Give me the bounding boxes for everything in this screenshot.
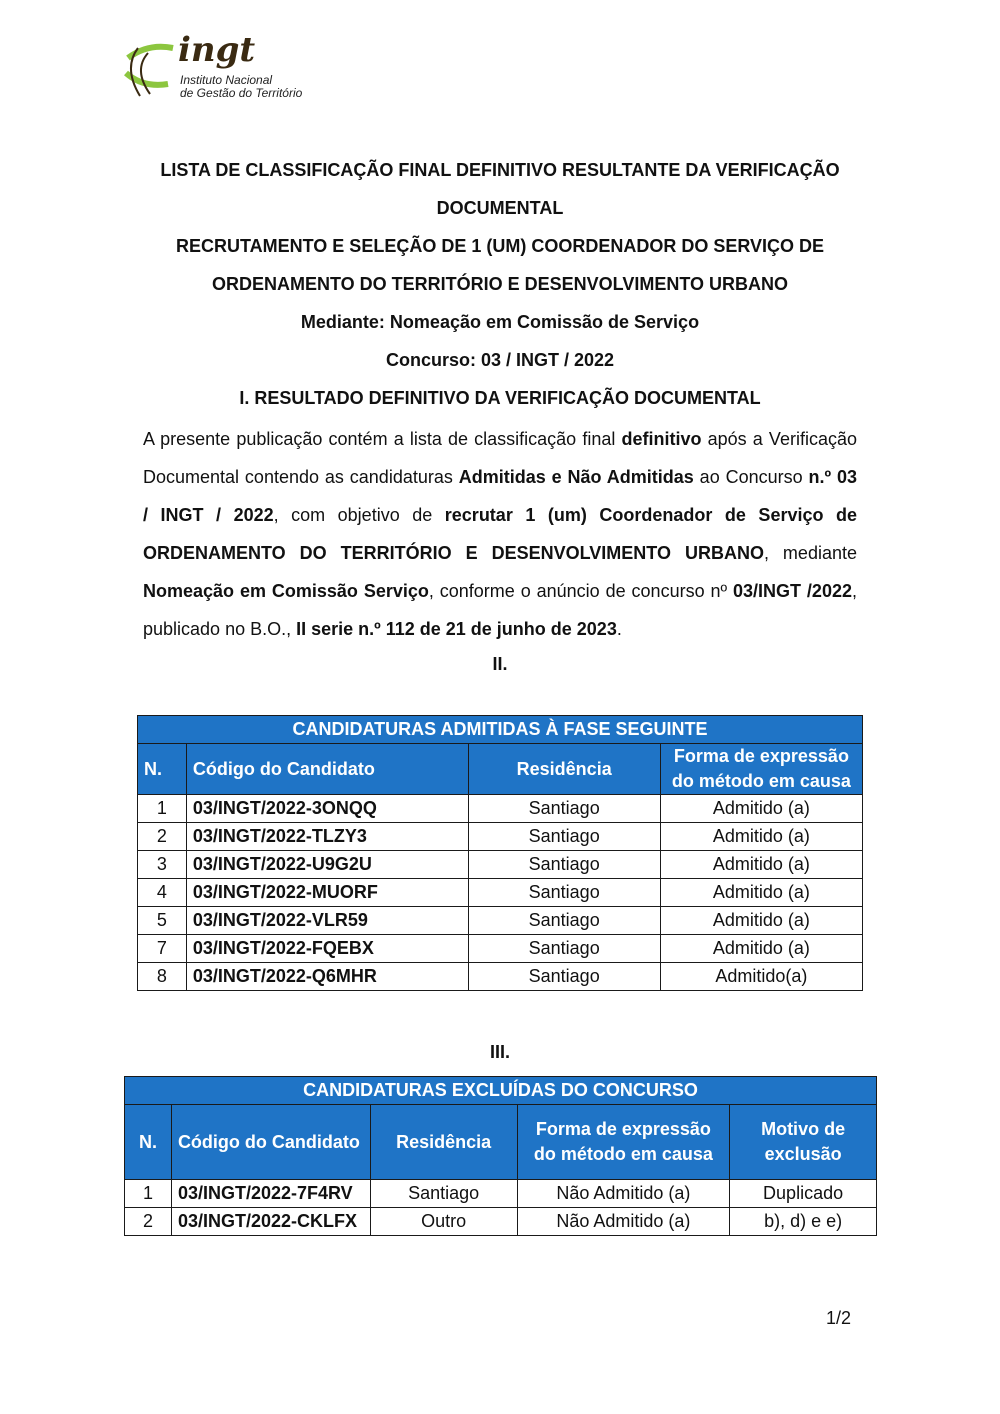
intro-text: ao Concurso <box>693 467 809 487</box>
institute-logo <box>118 18 348 108</box>
document-subtitle-line1: RECRUTAMENTO E SELEÇÃO DE 1 (UM) COORDENADOR DO SERVIÇO DE <box>175 236 825 256</box>
intro-bold: Admitidas e Não Admitidas <box>458 467 694 487</box>
intro-paragraph <box>143 420 857 648</box>
cell-method: Admitido (a) <box>660 879 862 907</box>
cell-reason: b), d) e e) <box>730 1208 877 1236</box>
cell-code: 03/INGT/2022-MUORF <box>186 879 468 907</box>
cell-number: 7 <box>138 935 187 963</box>
column-header-method: Forma de expressão do método em causa <box>517 1105 730 1180</box>
cell-code: 03/INGT/2022-CKLFX <box>171 1208 370 1236</box>
document-title-line1: LISTA DE CLASSIFICAÇÃO FINAL DEFINITIVO RESULTANTE DA VERIFICAÇÃO <box>160 160 840 180</box>
document-subtitle-line2: ORDENAMENTO DO TERRITÓRIO E DESENVOLVIMENTO URBANO <box>211 274 789 294</box>
cell-method: Admitido (a) <box>660 907 862 935</box>
column-header-residence: Residência <box>468 744 660 795</box>
cell-number: 2 <box>138 823 187 851</box>
intro-bold: definitivo <box>621 429 702 449</box>
cell-method: Não Admitido (a) <box>517 1180 730 1208</box>
cell-residence: Santiago <box>468 795 660 823</box>
cell-code: 03/INGT/2022-Q6MHR <box>186 963 468 991</box>
cell-method: Admitido (a) <box>660 795 862 823</box>
cell-method: Admitido (a) <box>660 935 862 963</box>
cell-number: 5 <box>138 907 187 935</box>
cell-residence: Outro <box>370 1208 517 1236</box>
table-row <box>125 1180 877 1208</box>
excluded-candidates-table <box>124 1076 877 1236</box>
logo-caption-line1: Instituto Nacional <box>180 73 273 87</box>
cell-residence: Santiago <box>468 879 660 907</box>
excluded-table-title: CANDIDATURAS EXCLUÍDAS DO CONCURSO <box>125 1077 877 1105</box>
column-header-number: N. <box>138 744 187 795</box>
table-row <box>125 1208 877 1236</box>
cell-method: Não Admitido (a) <box>517 1208 730 1236</box>
intro-text: , publicado no B.O., <box>143 581 857 639</box>
section-3-label: III. <box>489 1042 510 1062</box>
cell-residence: Santiago <box>468 823 660 851</box>
cell-method: Admitido (a) <box>660 851 862 879</box>
cell-residence: Santiago <box>468 851 660 879</box>
section-1-title: I. RESULTADO DEFINITIVO DA VERIFICAÇÃO DOCUMENTAL <box>239 388 761 408</box>
intro-bold: n.º 03 / INGT / 2022 <box>143 467 858 525</box>
intro-text: , com objetivo de <box>273 505 445 525</box>
cell-number: 8 <box>138 963 187 991</box>
table-row <box>138 935 863 963</box>
appointment-mode: Mediante: Nomeação em Comissão de Serviço <box>300 312 700 332</box>
intro-text: após a Verificação Documental contendo as candidaturas <box>143 429 857 487</box>
cell-code: 03/INGT/2022-U9G2U <box>186 851 468 879</box>
cell-code: 03/INGT/2022-TLZY3 <box>186 823 468 851</box>
page-number: 1/2 <box>826 1308 852 1328</box>
cell-method: Admitido (a) <box>660 823 862 851</box>
intro-text: A presente publicação contém a lista de classificação final <box>143 429 622 449</box>
intro-bold: 03/INGT /2022 <box>733 581 852 601</box>
cell-residence: Santiago <box>468 935 660 963</box>
intro-text: , conforme o anúncio de concurso nº <box>428 581 733 601</box>
column-header-number: N. <box>125 1105 172 1180</box>
cell-number: 4 <box>138 879 187 907</box>
cell-code: 03/INGT/2022-VLR59 <box>186 907 468 935</box>
table-row <box>138 851 863 879</box>
logo-wordmark: ingt <box>178 30 256 70</box>
cell-reason: Duplicado <box>730 1180 877 1208</box>
column-header-method: Forma de expressão do método em causa <box>660 744 862 795</box>
column-header-reason: Motivo de exclusão <box>730 1105 877 1180</box>
intro-text: , mediante <box>763 543 857 563</box>
cell-code: 03/INGT/2022-7F4RV <box>171 1180 370 1208</box>
cell-residence: Santiago <box>468 907 660 935</box>
contest-number: Concurso: 03 / INGT / 2022 <box>385 350 615 370</box>
table-row <box>138 823 863 851</box>
document-title-line2: DOCUMENTAL <box>436 198 564 218</box>
column-header-code: Código do Candidato <box>171 1105 370 1180</box>
logo-caption <box>180 74 302 100</box>
cell-residence: Santiago <box>468 963 660 991</box>
table-row <box>138 879 863 907</box>
admitted-table-title: CANDIDATURAS ADMITIDAS À FASE SEGUINTE <box>138 716 863 744</box>
table-row <box>138 963 863 991</box>
cell-code: 03/INGT/2022-3ONQQ <box>186 795 468 823</box>
cell-number: 1 <box>138 795 187 823</box>
cell-number: 2 <box>125 1208 172 1236</box>
admitted-candidates-table <box>137 715 863 991</box>
section-2-label: II. <box>492 654 508 674</box>
cell-method: Admitido(a) <box>660 963 862 991</box>
table-row <box>138 795 863 823</box>
intro-text: . <box>616 619 622 639</box>
cell-number: 1 <box>125 1180 172 1208</box>
column-header-residence: Residência <box>370 1105 517 1180</box>
cell-code: 03/INGT/2022-FQEBX <box>186 935 468 963</box>
cell-number: 3 <box>138 851 187 879</box>
table-row <box>138 907 863 935</box>
cell-residence: Santiago <box>370 1180 517 1208</box>
logo-caption-line2: de Gestão do Território <box>180 86 303 100</box>
intro-bold: recrutar 1 (um) Coordenador de Serviço de ORDENAMENTO DO TERRITÓRIO E DESENVOLVIMENTO URBANO <box>143 505 858 563</box>
column-header-code: Código do Candidato <box>186 744 468 795</box>
intro-bold: II serie n.º 112 de 21 de junho de 2023 <box>296 619 617 639</box>
intro-bold: Nomeação em Comissão Serviço <box>143 581 429 601</box>
